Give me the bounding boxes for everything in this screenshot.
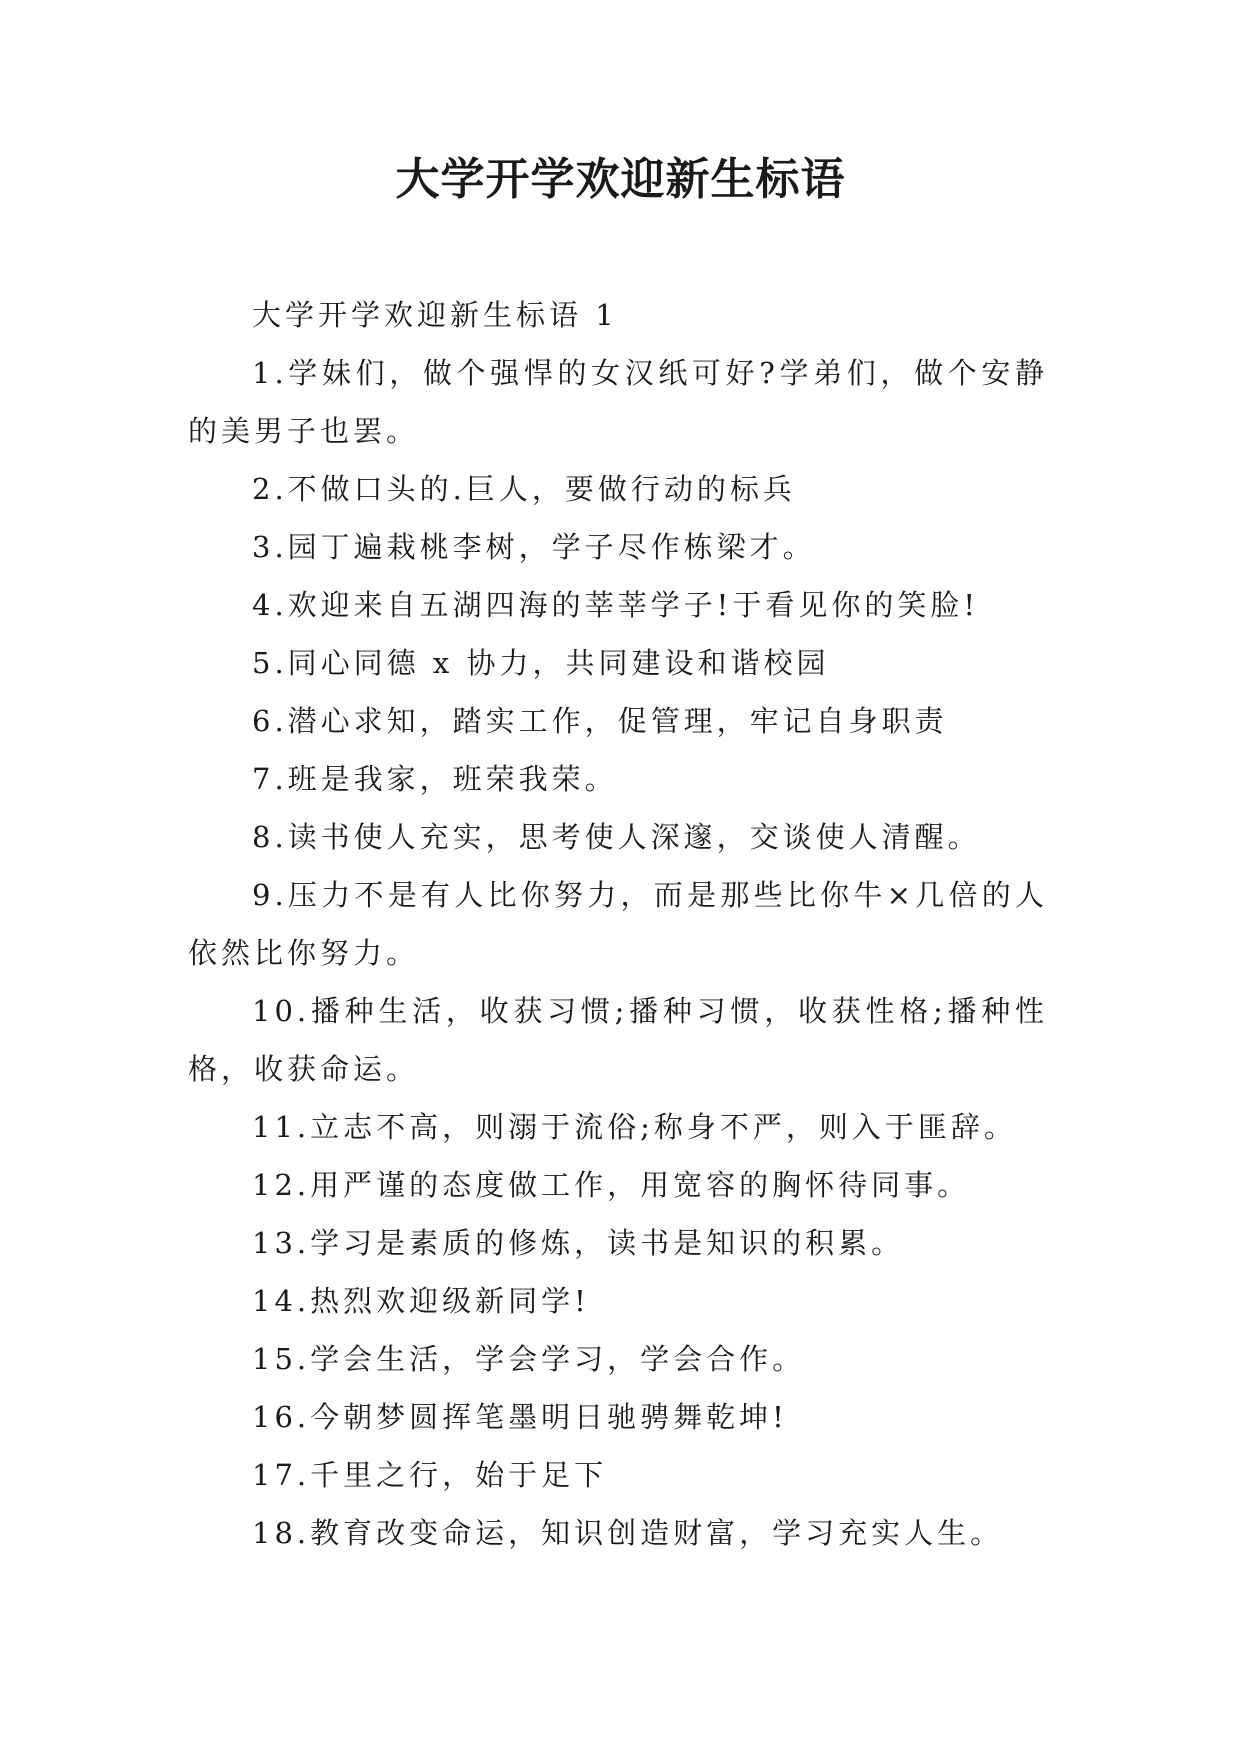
slogan-item: 17.千里之行，始于足下 [252,1458,608,1492]
document-body [188,286,1048,1562]
document-title: 大学开学欢迎新生标语 [395,154,846,205]
slogan-item: 4.欢迎来自五湖四海的莘莘学子!于看见你的笑脸! [252,588,979,622]
slogan-item: 18.教育改变命运，知识创造财富，学习充实人生。 [252,1516,1004,1550]
slogan-item: 16.今朝梦圆挥笔墨明日驰骋舞乾坤! [252,1400,788,1434]
slogan-item: 13.学习是素质的修炼，读书是知识的积累。 [252,1226,905,1260]
slogan-item: 14.热烈欢迎级新同学! [252,1284,590,1318]
slogan-item: 8.读书使人充实，思考使人深邃，交谈使人清醒。 [252,820,981,854]
slogan-item: 5.同心同德 x 协力，共同建设和谐校园 [252,646,830,680]
slogan-item: 11.立志不高，则溺于流俗;称身不严，则入于匪辞。 [252,1110,1017,1144]
slogan-item: 12.用严谨的态度做工作，用宽容的胸怀待同事。 [252,1168,971,1202]
slogan-item: 15.学会生活，学会学习，学会合作。 [252,1342,806,1376]
slogan-item: 2.不做口头的.巨人，要做行动的标兵 [252,472,796,506]
slogan-item: 10.播种生活，收获习惯;播种习惯，收获性格;播种性格，收获命运。 [188,994,1048,1086]
slogan-item: 1.学妹们，做个强悍的女汉纸可好?学弟们，做个安静的美男子也罢。 [188,356,1048,448]
slogan-item: 9.压力不是有人比你努力，而是那些比你牛×几倍的人依然比你努力。 [188,878,1048,970]
slogan-item: 6.潜心求知，踏实工作，促管理，牢记自身职责 [252,704,948,738]
slogan-item: 7.班是我家，班荣我荣。 [252,762,618,796]
section-heading: 大学开学欢迎新生标语 1 [252,298,618,332]
slogan-item: 3.园丁遍栽桃李树，学子尽作栋梁才。 [252,530,816,564]
